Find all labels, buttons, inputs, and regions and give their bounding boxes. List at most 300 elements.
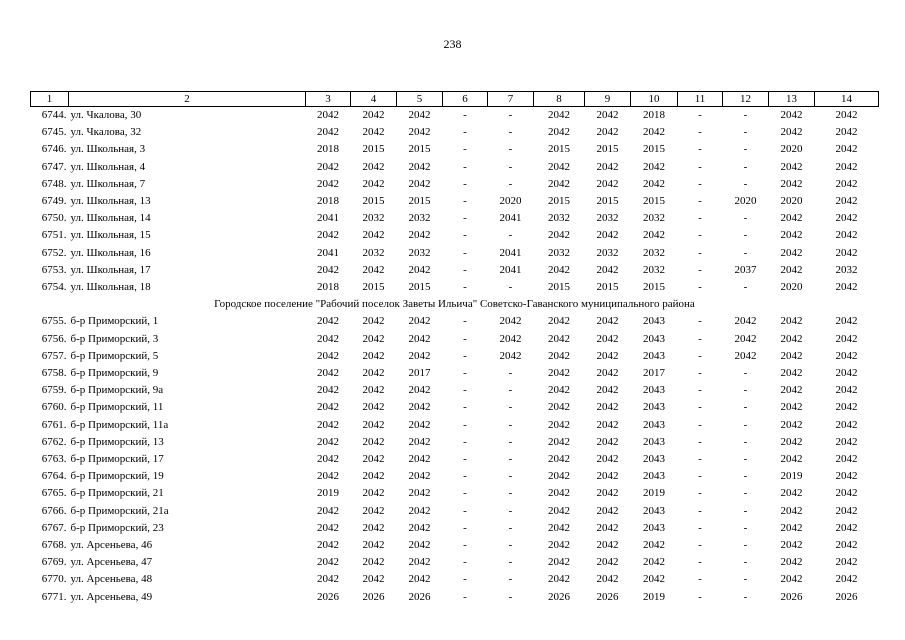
- address-cell: б-р Приморский, 9: [70, 367, 159, 380]
- value-cell: 2042: [408, 435, 431, 448]
- section-row: [31, 296, 879, 313]
- value-cell: 2043: [643, 332, 665, 345]
- value-cell: -: [508, 418, 513, 431]
- value-cell: 2042: [835, 126, 858, 139]
- value-cell: 2042: [317, 539, 339, 552]
- value-cell: 2042: [499, 332, 522, 345]
- value-cell: 2042: [596, 435, 619, 448]
- value-cell: 2042: [643, 160, 665, 173]
- value-cell: 2042: [548, 126, 570, 139]
- table-row: [31, 176, 879, 193]
- value-cell: -: [463, 470, 467, 483]
- value-cell: 2015: [408, 143, 431, 156]
- value-cell: -: [743, 143, 748, 156]
- table-row: [31, 468, 879, 485]
- table-row: [31, 434, 879, 451]
- value-cell: 2032: [408, 212, 431, 225]
- table-row: [31, 399, 879, 416]
- value-cell: 2042: [317, 315, 339, 328]
- value-cell: 2042: [408, 160, 431, 173]
- value-cell: 2032: [596, 212, 619, 225]
- value-cell: 2041: [499, 263, 522, 276]
- row-number: 6769.: [41, 556, 67, 569]
- value-cell: -: [463, 504, 467, 517]
- value-cell: 2015: [362, 195, 385, 208]
- table-header: [31, 92, 879, 107]
- value-cell: 2042: [548, 332, 570, 345]
- value-cell: 2042: [362, 504, 385, 517]
- value-cell: 2042: [408, 573, 431, 586]
- address-cell: ул. Чкалова, 30: [70, 109, 142, 121]
- value-cell: 2042: [317, 109, 339, 121]
- table-row: [31, 348, 879, 365]
- table-row: [31, 554, 879, 571]
- value-cell: 2042: [317, 263, 339, 276]
- column-header-2: 2: [69, 92, 306, 107]
- row-number: 6756.: [41, 332, 67, 345]
- value-cell: 2043: [643, 521, 665, 534]
- value-cell: 2042: [408, 521, 431, 534]
- value-cell: -: [743, 435, 748, 448]
- value-cell: -: [743, 487, 748, 500]
- value-cell: 2042: [362, 367, 385, 380]
- table-row: [31, 520, 879, 537]
- value-cell: 2042: [548, 521, 570, 534]
- value-cell: 2042: [780, 573, 803, 586]
- value-cell: 2042: [780, 332, 803, 345]
- value-cell: -: [508, 556, 513, 569]
- row-number: 6765.: [41, 487, 67, 500]
- value-cell: 2042: [835, 229, 858, 242]
- value-cell: -: [508, 470, 513, 483]
- value-cell: -: [743, 229, 748, 242]
- value-cell: 2043: [643, 504, 665, 517]
- value-cell: 2019: [317, 487, 339, 500]
- row-number: 6754.: [41, 281, 67, 294]
- value-cell: 2042: [780, 556, 803, 569]
- value-cell: 2015: [643, 143, 665, 156]
- row-number: 6747.: [41, 160, 67, 173]
- value-cell: 2026: [362, 590, 385, 603]
- value-cell: 2042: [408, 126, 431, 139]
- value-cell: 2042: [835, 487, 858, 500]
- value-cell: 2032: [362, 246, 385, 259]
- value-cell: 2042: [408, 263, 431, 276]
- value-cell: 2042: [835, 281, 858, 294]
- value-cell: 2042: [780, 229, 803, 242]
- value-cell: 2032: [643, 212, 665, 225]
- value-cell: 2042: [835, 143, 858, 156]
- value-cell: -: [698, 556, 702, 569]
- value-cell: 2042: [548, 539, 570, 552]
- address-cell: б-р Приморский, 13: [70, 435, 164, 448]
- value-cell: 2042: [408, 418, 431, 431]
- value-cell: 2042: [362, 453, 385, 466]
- value-cell: 2042: [780, 212, 803, 225]
- value-cell: -: [463, 263, 467, 276]
- value-cell: 2043: [643, 435, 665, 448]
- value-cell: 2042: [317, 126, 339, 139]
- value-cell: 2015: [596, 143, 619, 156]
- value-cell: 2042: [362, 573, 385, 586]
- value-cell: 2019: [780, 470, 803, 483]
- address-cell: ул. Арсеньева, 49: [70, 590, 153, 603]
- value-cell: 2042: [362, 177, 385, 190]
- value-cell: -: [698, 349, 702, 362]
- value-cell: -: [508, 573, 513, 586]
- value-cell: 2041: [317, 246, 339, 259]
- address-cell: ул. Чкалова, 32: [70, 126, 142, 139]
- value-cell: 2032: [596, 246, 619, 259]
- value-cell: -: [698, 521, 702, 534]
- value-cell: -: [463, 332, 467, 345]
- value-cell: 2042: [317, 332, 339, 345]
- value-cell: 2042: [548, 418, 570, 431]
- value-cell: 2015: [362, 143, 385, 156]
- value-cell: -: [508, 435, 513, 448]
- page-number: 238: [443, 37, 462, 51]
- value-cell: 2042: [548, 349, 570, 362]
- value-cell: -: [508, 504, 513, 517]
- value-cell: 2042: [362, 229, 385, 242]
- value-cell: 2017: [643, 367, 665, 380]
- value-cell: 2042: [408, 229, 431, 242]
- table-row: [31, 262, 879, 279]
- value-cell: -: [743, 504, 748, 517]
- column-header-14: 14: [815, 92, 879, 107]
- value-cell: -: [698, 143, 702, 156]
- value-cell: -: [463, 246, 467, 259]
- value-cell: 2042: [317, 573, 339, 586]
- table-row: [31, 503, 879, 520]
- value-cell: -: [508, 160, 513, 173]
- table-row: [31, 451, 879, 468]
- value-cell: 2042: [596, 556, 619, 569]
- value-cell: 2042: [596, 367, 619, 380]
- value-cell: -: [743, 573, 748, 586]
- value-cell: 2042: [596, 573, 619, 586]
- value-cell: 2042: [596, 539, 619, 552]
- value-cell: 2042: [734, 315, 757, 328]
- value-cell: 2042: [362, 332, 385, 345]
- value-cell: 2042: [408, 487, 431, 500]
- value-cell: 2042: [780, 126, 803, 139]
- value-cell: -: [698, 160, 702, 173]
- address-cell: ул. Школьная, 3: [70, 143, 146, 156]
- value-cell: -: [743, 590, 748, 603]
- value-cell: 2042: [548, 384, 570, 397]
- value-cell: 2042: [499, 349, 522, 362]
- value-cell: 2015: [596, 281, 619, 294]
- value-cell: -: [698, 246, 702, 259]
- value-cell: 2015: [548, 281, 570, 294]
- value-cell: -: [698, 281, 702, 294]
- column-header-9: 9: [585, 92, 631, 107]
- value-cell: 2042: [317, 470, 339, 483]
- value-cell: -: [698, 229, 702, 242]
- value-cell: 2020: [499, 195, 522, 208]
- row-number: 6752.: [41, 246, 67, 259]
- data-table: [30, 91, 879, 606]
- table-row: [31, 159, 879, 176]
- value-cell: 2042: [780, 177, 803, 190]
- value-cell: -: [743, 470, 748, 483]
- value-cell: -: [508, 177, 513, 190]
- value-cell: -: [743, 401, 748, 414]
- value-cell: -: [463, 556, 467, 569]
- value-cell: -: [743, 212, 748, 225]
- value-cell: 2042: [317, 418, 339, 431]
- value-cell: 2042: [780, 487, 803, 500]
- value-cell: -: [698, 332, 702, 345]
- value-cell: -: [743, 126, 748, 139]
- value-cell: 2042: [317, 401, 339, 414]
- row-number: 6748.: [41, 177, 67, 190]
- value-cell: -: [508, 109, 513, 121]
- value-cell: 2015: [362, 281, 385, 294]
- value-cell: 2042: [835, 195, 858, 208]
- value-cell: 2043: [643, 401, 665, 414]
- value-cell: -: [463, 126, 467, 139]
- value-cell: 2042: [362, 126, 385, 139]
- column-header-4: 4: [351, 92, 397, 107]
- address-cell: ул. Школьная, 15: [70, 229, 151, 242]
- value-cell: 2042: [734, 349, 757, 362]
- value-cell: 2042: [317, 177, 339, 190]
- value-cell: -: [463, 418, 467, 431]
- table-row: [31, 227, 879, 244]
- value-cell: 2042: [780, 418, 803, 431]
- row-number: 6761.: [41, 418, 67, 431]
- value-cell: 2042: [596, 384, 619, 397]
- value-cell: 2042: [317, 160, 339, 173]
- value-cell: 2042: [835, 435, 858, 448]
- value-cell: 2042: [596, 126, 619, 139]
- value-cell: 2043: [643, 349, 665, 362]
- value-cell: -: [743, 418, 748, 431]
- value-cell: -: [743, 281, 748, 294]
- value-cell: 2018: [317, 195, 339, 208]
- value-cell: 2042: [362, 556, 385, 569]
- value-cell: 2042: [548, 556, 570, 569]
- value-cell: -: [463, 539, 467, 552]
- value-cell: 2042: [780, 160, 803, 173]
- value-cell: 2042: [835, 573, 858, 586]
- value-cell: 2042: [408, 384, 431, 397]
- value-cell: 2042: [596, 470, 619, 483]
- address-cell: ул. Школьная, 16: [70, 246, 151, 259]
- value-cell: 2042: [780, 539, 803, 552]
- table-row: [31, 537, 879, 554]
- value-cell: -: [508, 590, 513, 603]
- row-number: 6760.: [41, 401, 67, 414]
- value-cell: 2042: [548, 504, 570, 517]
- row-number: 6768.: [41, 539, 67, 552]
- address-cell: ул. Арсеньева, 48: [70, 573, 153, 586]
- value-cell: 2042: [362, 160, 385, 173]
- value-cell: 2018: [643, 109, 665, 121]
- value-cell: -: [508, 521, 513, 534]
- value-cell: -: [463, 487, 467, 500]
- value-cell: -: [508, 401, 513, 414]
- value-cell: 2042: [317, 435, 339, 448]
- value-cell: 2018: [317, 143, 339, 156]
- value-cell: 2020: [780, 195, 803, 208]
- value-cell: -: [463, 401, 467, 414]
- value-cell: 2042: [835, 556, 858, 569]
- value-cell: -: [698, 109, 702, 121]
- value-cell: 2017: [408, 367, 431, 380]
- value-cell: 2032: [548, 246, 570, 259]
- value-cell: 2042: [835, 470, 858, 483]
- value-cell: -: [743, 384, 748, 397]
- value-cell: 2042: [780, 453, 803, 466]
- value-cell: 2042: [835, 384, 858, 397]
- address-cell: б-р Приморский, 5: [70, 349, 159, 362]
- address-cell: ул. Школьная, 7: [70, 177, 146, 190]
- value-cell: 2042: [317, 504, 339, 517]
- value-cell: 2042: [548, 177, 570, 190]
- value-cell: 2042: [643, 177, 665, 190]
- value-cell: 2015: [643, 281, 665, 294]
- value-cell: -: [743, 246, 748, 259]
- value-cell: 2042: [780, 367, 803, 380]
- address-cell: б-р Приморский, 23: [70, 521, 164, 534]
- value-cell: 2042: [362, 109, 385, 121]
- value-cell: 2041: [499, 246, 522, 259]
- row-number: 6744.: [41, 109, 67, 121]
- value-cell: 2043: [643, 315, 665, 328]
- value-cell: -: [743, 177, 748, 190]
- value-cell: -: [508, 281, 513, 294]
- value-cell: -: [508, 126, 513, 139]
- value-cell: 2026: [408, 590, 431, 603]
- value-cell: 2042: [362, 521, 385, 534]
- value-cell: 2042: [835, 177, 858, 190]
- address-cell: б-р Приморский, 11а: [70, 418, 169, 431]
- row-number: 6746.: [41, 143, 67, 156]
- table-row: [31, 107, 879, 125]
- value-cell: 2042: [835, 212, 858, 225]
- value-cell: -: [463, 281, 467, 294]
- value-cell: 2026: [548, 590, 570, 603]
- value-cell: 2015: [548, 195, 570, 208]
- value-cell: -: [743, 539, 748, 552]
- value-cell: 2042: [548, 470, 570, 483]
- table-row: [31, 417, 879, 434]
- value-cell: -: [698, 195, 702, 208]
- value-cell: 2042: [780, 521, 803, 534]
- value-cell: -: [743, 556, 748, 569]
- value-cell: -: [508, 143, 513, 156]
- value-cell: -: [698, 573, 702, 586]
- table-row: [31, 571, 879, 588]
- value-cell: 2042: [596, 418, 619, 431]
- value-cell: 2042: [408, 401, 431, 414]
- address-cell: ул. Школьная, 14: [70, 212, 151, 225]
- value-cell: -: [463, 521, 467, 534]
- value-cell: 2026: [317, 590, 339, 603]
- address-cell: ул. Арсеньева, 46: [70, 539, 153, 552]
- value-cell: -: [743, 367, 748, 380]
- value-cell: 2042: [596, 487, 619, 500]
- address-cell: б-р Приморский, 9а: [70, 384, 164, 397]
- address-cell: б-р Приморский, 11: [70, 401, 164, 414]
- value-cell: 2042: [408, 109, 431, 121]
- value-cell: 2042: [596, 177, 619, 190]
- address-cell: ул. Школьная, 13: [70, 195, 151, 208]
- value-cell: 2026: [596, 590, 619, 603]
- value-cell: 2042: [596, 349, 619, 362]
- value-cell: 2020: [780, 281, 803, 294]
- value-cell: -: [698, 367, 702, 380]
- value-cell: 2042: [362, 384, 385, 397]
- value-cell: 2042: [835, 332, 858, 345]
- table-row: [31, 365, 879, 382]
- value-cell: 2042: [408, 504, 431, 517]
- value-cell: -: [743, 453, 748, 466]
- value-cell: -: [743, 109, 748, 121]
- value-cell: 2042: [780, 384, 803, 397]
- value-cell: 2042: [362, 263, 385, 276]
- value-cell: 2042: [317, 229, 339, 242]
- row-number: 6753.: [41, 263, 67, 276]
- address-cell: ул. Школьная, 17: [70, 263, 151, 276]
- value-cell: 2042: [596, 521, 619, 534]
- value-cell: 2042: [596, 401, 619, 414]
- value-cell: 2042: [734, 332, 757, 345]
- value-cell: -: [698, 504, 702, 517]
- row-number: 6759.: [41, 384, 67, 397]
- address-cell: б-р Приморский, 21а: [70, 504, 169, 517]
- value-cell: 2042: [835, 109, 858, 121]
- value-cell: 2018: [317, 281, 339, 294]
- value-cell: 2042: [643, 573, 665, 586]
- value-cell: 2042: [835, 349, 858, 362]
- value-cell: 2042: [408, 177, 431, 190]
- value-cell: 2042: [596, 332, 619, 345]
- value-cell: 2042: [408, 315, 431, 328]
- row-number: 6766.: [41, 504, 67, 517]
- address-cell: б-р Приморский, 21: [70, 487, 164, 500]
- table-row: [31, 245, 879, 262]
- value-cell: 2032: [548, 212, 570, 225]
- table-row: [31, 313, 879, 330]
- address-cell: б-р Приморский, 1: [70, 315, 159, 328]
- value-cell: 2042: [317, 367, 339, 380]
- value-cell: 2032: [362, 212, 385, 225]
- value-cell: 2042: [548, 573, 570, 586]
- value-cell: -: [463, 573, 467, 586]
- value-cell: 2026: [780, 590, 803, 603]
- value-cell: -: [463, 195, 467, 208]
- value-cell: 2042: [408, 470, 431, 483]
- value-cell: -: [698, 177, 702, 190]
- table-body: [31, 107, 879, 606]
- value-cell: 2032: [408, 246, 431, 259]
- value-cell: 2042: [548, 263, 570, 276]
- value-cell: 2042: [548, 315, 570, 328]
- value-cell: 2042: [548, 487, 570, 500]
- value-cell: 2042: [643, 229, 665, 242]
- value-cell: 2042: [780, 435, 803, 448]
- row-number: 6764.: [41, 470, 67, 483]
- value-cell: -: [743, 521, 748, 534]
- row-number: 6762.: [41, 435, 67, 448]
- row-number: 6745.: [41, 126, 67, 139]
- value-cell: -: [743, 160, 748, 173]
- value-cell: 2042: [548, 401, 570, 414]
